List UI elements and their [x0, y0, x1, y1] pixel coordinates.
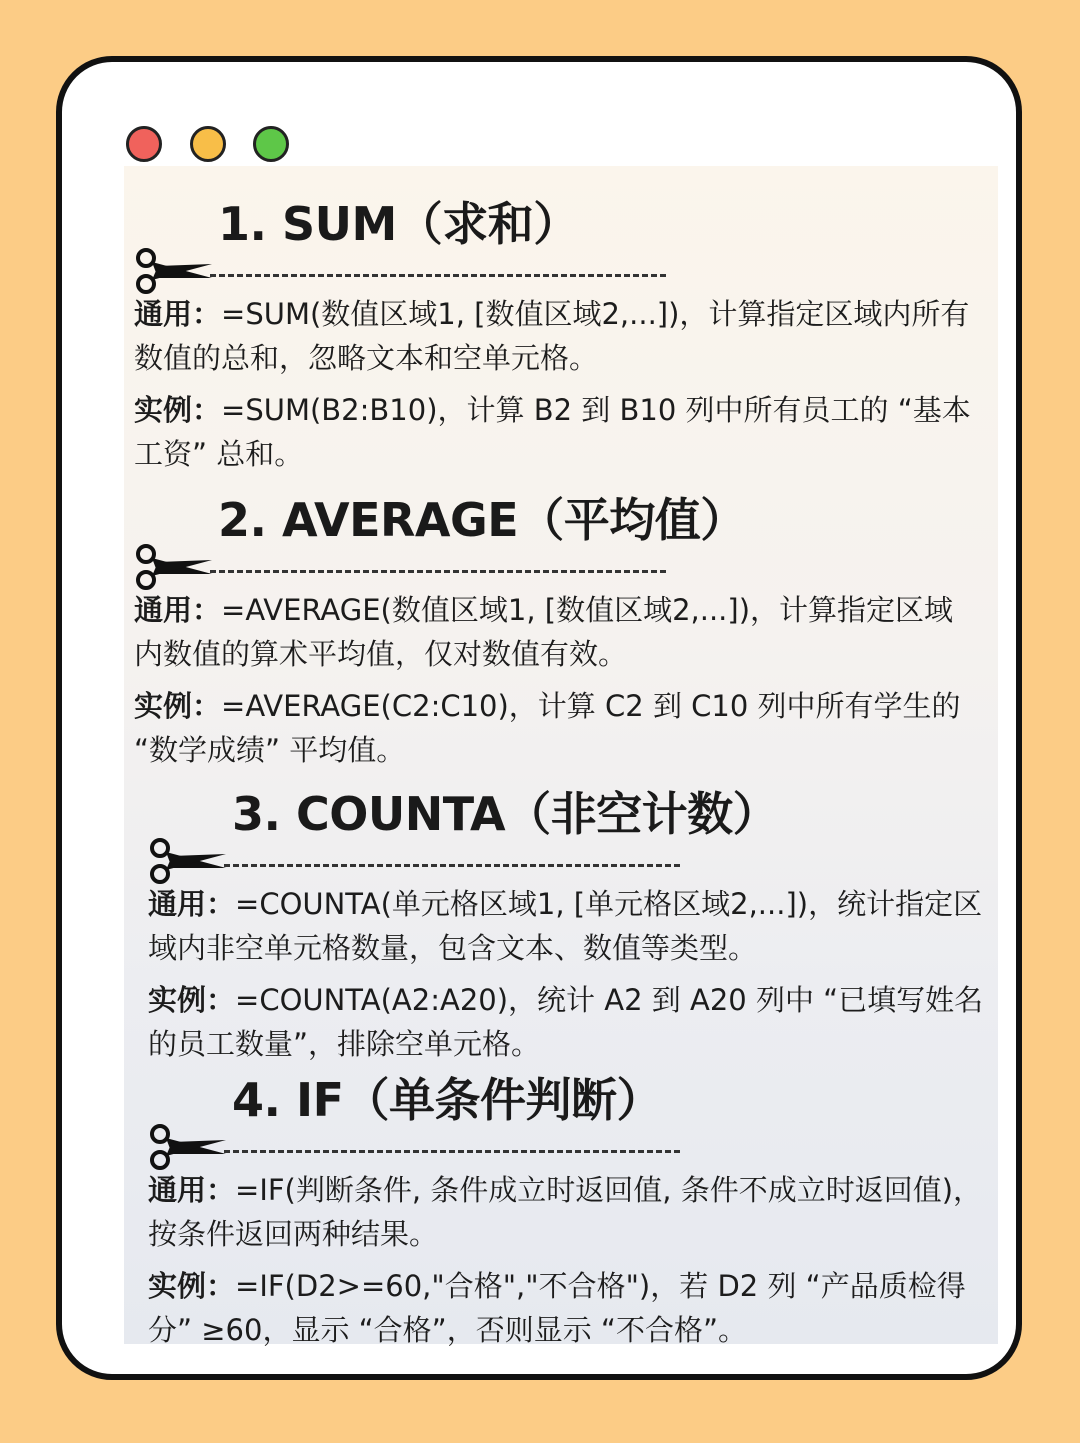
- content-panel: [124, 166, 998, 1347]
- minimize-dot-icon[interactable]: [190, 126, 226, 162]
- section-header: [134, 484, 984, 588]
- usage-paragraph: [134, 588, 982, 676]
- scissors-icon: [134, 242, 216, 298]
- section-title: 1. SUM（求和）: [218, 197, 579, 251]
- example-text: =IF(D2>=60,"合格","不合格")，若 D2 列 “产品质检得分” ≥60，显示 “合格”，否则显示 “不合格”。: [148, 1269, 966, 1347]
- usage-text: =SUM(数值区域1, [数值区域2,...])，计算指定区域内所有数值的总和，忽略文本和空单元格。: [134, 297, 970, 375]
- usage-text: =AVERAGE(数值区域1, [数值区域2,...])，计算指定区域内数值的算术平均值，仅对数值有效。: [134, 593, 954, 671]
- window-card: [56, 56, 1022, 1380]
- usage-paragraph: [148, 1168, 996, 1256]
- example-label: 实例：: [148, 1269, 236, 1303]
- usage-paragraph: [148, 882, 996, 970]
- scissors-icon: [148, 1118, 230, 1174]
- example-label: 实例：: [134, 393, 222, 427]
- dashed-divider: [224, 1150, 680, 1153]
- section-title: 4. IF（单条件判断）: [232, 1073, 663, 1127]
- example-label: 实例：: [134, 689, 222, 723]
- section-title: 3. COUNTA（非空计数）: [232, 787, 779, 841]
- example-text: =COUNTA(A2:A20)，统计 A2 到 A20 列中 “已填写姓名的员工数量”，排除空单元格。: [148, 983, 984, 1061]
- section-header: [148, 778, 998, 882]
- usage-paragraph: [134, 292, 982, 380]
- usage-label: 通用：: [148, 887, 236, 921]
- scissors-icon: [134, 538, 216, 594]
- example-paragraph: [134, 684, 982, 772]
- usage-label: 通用：: [134, 297, 222, 331]
- maximize-dot-icon[interactable]: [253, 126, 289, 162]
- example-paragraph: [148, 1264, 996, 1352]
- dashed-divider: [224, 864, 680, 867]
- example-text: =AVERAGE(C2:C10)，计算 C2 到 C10 列中所有学生的 “数学成绩” 平均值。: [134, 689, 961, 767]
- section-counta: [148, 778, 998, 1074]
- example-text: =SUM(B2:B10)，计算 B2 到 B10 列中所有员工的 “基本工资” 总和。: [134, 393, 971, 471]
- example-paragraph: [148, 978, 996, 1066]
- dashed-divider: [210, 570, 666, 573]
- usage-label: 通用：: [134, 593, 222, 627]
- close-dot-icon[interactable]: [126, 126, 162, 162]
- usage-text: =COUNTA(单元格区域1, [单元格区域2,...])，统计指定区域内非空单元格数量，包含文本、数值等类型。: [148, 887, 983, 965]
- section-header: [134, 188, 984, 292]
- example-label: 实例：: [148, 983, 236, 1017]
- section-title: 2. AVERAGE（平均值）: [218, 493, 746, 547]
- usage-label: 通用：: [148, 1173, 236, 1207]
- dashed-divider: [210, 274, 666, 277]
- scissors-icon: [148, 832, 230, 888]
- section-average: [134, 484, 984, 780]
- example-paragraph: [134, 388, 982, 476]
- section-if: [148, 1064, 998, 1360]
- section-header: [148, 1064, 998, 1168]
- usage-text: =IF(判断条件, 条件成立时返回值, 条件不成立时返回值)，按条件返回两种结果。: [148, 1173, 983, 1251]
- section-sum: [134, 188, 984, 484]
